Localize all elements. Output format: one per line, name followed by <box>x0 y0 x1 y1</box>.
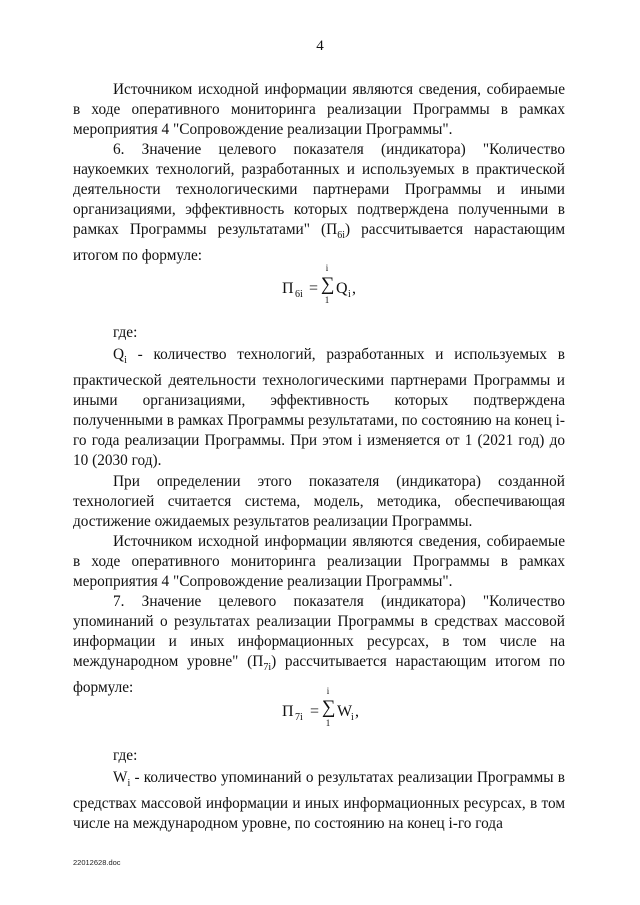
formula-p6-comma: , <box>352 280 356 297</box>
paragraph-technology-definition: При определении этого показателя (индикатора) созданной технологией считается система, модель, методика, обеспечивающая достижение ожидаемых результатов реализации Программы. <box>73 473 565 531</box>
where-label-1: где: <box>113 324 138 341</box>
formula-p6-lower-limit: 1 <box>324 295 330 305</box>
definition-q-text: - количество технологий, разработанных и используемых в практической деятельности технологическими партнерами Программы и иными организациями, эффективность которых подтверждена полученными в рамках Программы результатами, по состоянию на конец i-го года реализации Программы. При этом i изменяется от 1 (2021 год) до 10 (2030 год). <box>73 346 565 470</box>
definition-w-text: - количество упоминаний о результатах реализации Программы в средствах массовой информации и иных информационных ресурсах, в том числе на международном уровне, по состоянию на конец i-го года <box>73 769 565 833</box>
text-section-1 <box>73 80 565 266</box>
paragraph-source-info-2: Источником исходной информации являются сведения, собираемые в ходе оперативного мониторинга реализации Программы в рамках мероприятия 4 "Сопровождение реализации Программы". <box>73 533 565 591</box>
page-number: 4 <box>316 38 324 54</box>
formula-p7-lhs-subscript: 7i <box>295 712 303 723</box>
formula-p6-equals: = <box>309 280 319 297</box>
footer-filename: 22012628.doc <box>73 858 121 867</box>
indicator-7-lead: 7. Значение целевого показателя (индикатора) "Количество упоминаний о результатах реализации Программы в средствах массовой информации и иных информационных ресурсах, в том числе на международном уровне" (П <box>73 593 565 671</box>
formula-p6 <box>0 262 640 312</box>
indicator-6-tail: ) рассчитывается нарастающим итогом по формуле: <box>73 221 566 265</box>
formula-p6-upper-limit: i <box>325 263 329 273</box>
paragraph-indicator-7 <box>73 592 565 698</box>
formula-p7-variable: W <box>337 703 353 720</box>
paragraph-indicator-6 <box>73 140 565 266</box>
indicator-7-tail: ) рассчитывается нарастающим итогом по формуле: <box>73 653 565 697</box>
formula-p6-variable: Q <box>336 280 348 297</box>
formula-p6-lhs-subscript: 6i <box>295 289 303 300</box>
formula-p7-lower-limit: 1 <box>325 718 331 728</box>
formula-p7-comma: , <box>355 703 359 720</box>
formula-p7-equals: = <box>310 703 320 720</box>
definition-w <box>73 768 565 834</box>
indicator-6-subscript: 6i <box>337 230 345 242</box>
definition-w-subscript: i <box>127 778 131 790</box>
text-section-3 <box>73 746 565 834</box>
formula-p6-variable-subscript: i <box>348 289 351 300</box>
formula-p7-lhs: П <box>282 703 294 720</box>
definition-w-variable: W <box>113 769 128 786</box>
formula-p7-variable-subscript: i <box>351 712 354 723</box>
definition-q-variable: Q <box>113 346 125 363</box>
indicator-7-subscript: 7i <box>263 662 272 674</box>
paragraph-source-info: Источником исходной информации являются сведения, собираемые в ходе оперативного мониторинга реализации Программы в рамках мероприятия 4 "Сопровождение реализации Программы". <box>73 81 565 138</box>
definition-q <box>73 345 565 471</box>
formula-p7 <box>0 686 640 736</box>
formula-p7-upper-limit: i <box>326 686 330 696</box>
formula-p6-lhs: П <box>282 280 294 297</box>
definition-q-subscript: i <box>124 355 127 367</box>
indicator-6-lead: 6. Значение целевого показателя (индикатора) "Количество наукоемких технологий, разработанных и используемых в практической деятельности технологическими партнерами Программы и иными организациями, эффективность которых подтверждена полученными в рамках Программы результатами" (П <box>73 141 565 238</box>
where-label-2: где: <box>113 747 138 764</box>
formula-p7-sigma: ∑ <box>322 697 336 718</box>
formula-p6-sigma: ∑ <box>321 274 335 295</box>
text-section-2 <box>73 323 565 698</box>
